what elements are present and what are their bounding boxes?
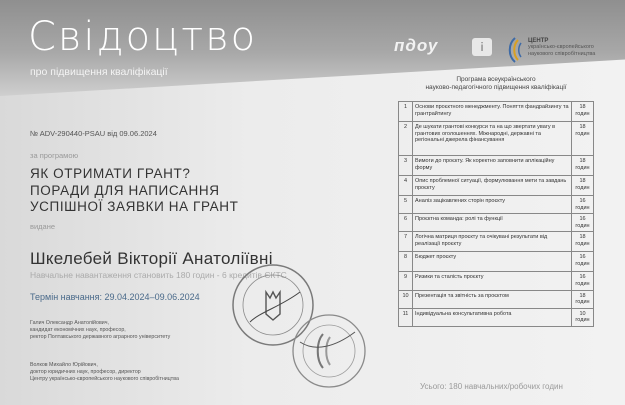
signer-position: Центру українсько-європейського наукового співробітництва (30, 376, 179, 382)
table-row (399, 156, 594, 176)
program-title (30, 166, 390, 216)
certificate-number: № ADV-290440-PSAU від 09.06.2024 (30, 129, 157, 138)
row-number: 4 (399, 176, 413, 196)
row-number: 6 (399, 214, 413, 232)
row-topic: Аналіз зацікавлених сторін проєкту (413, 196, 572, 214)
row-topic: Проєктна команда: ролі та функції (413, 214, 572, 232)
workload-text: Навчальне навантаження становить 180 годин - 6 кредитів ЄКТС (30, 270, 287, 280)
row-hours: 16 годин (572, 252, 594, 272)
row-hours: 18 годин (572, 232, 594, 252)
program-table (398, 101, 594, 327)
table-row (399, 232, 594, 252)
row-hours: 16 годин (572, 214, 594, 232)
program-title-line: ЯК ОТРИМАТИ ГРАНТ? (30, 166, 191, 181)
row-hours: 18 годин (572, 290, 594, 308)
center-emblem-icon (502, 36, 528, 64)
center-seal-icon (290, 312, 368, 390)
row-topic: Вимоги до проєкту. Як коректно заповнити аплікаційну форму (413, 156, 572, 176)
row-topic: Презентація та звітність за проєктом (413, 290, 572, 308)
program-heading-line: Програма всеукраїнського (456, 76, 536, 83)
row-topic: Ризики та сталість проєкту (413, 272, 572, 290)
certificate-subtitle: про підвищення кваліфікації (30, 66, 168, 78)
center-logo-text (528, 38, 618, 57)
signer-title: кандидат економічних наук, професор, (30, 327, 126, 333)
issued-label: видане (30, 222, 56, 231)
study-term: Термін навчання: 29.04.2024–09.06.2024 (30, 292, 200, 302)
row-topic: Де шукати грантові конкурси та на що звертати увагу в грантових оголошеннях. Міжнародні, державні та регіональні джерела фінансування (413, 122, 572, 156)
row-topic: Індивідуальна консультативна робота (413, 308, 572, 326)
program-heading-line: науково-педагогічного підвищення кваліфікації (425, 84, 567, 91)
signer-rector (30, 320, 230, 341)
signer-director (30, 362, 230, 383)
certificate-title: Свідоцтво (28, 14, 258, 60)
row-number: 5 (399, 196, 413, 214)
pdau-logo: пдоу (394, 36, 439, 55)
table-row (399, 196, 594, 214)
signer-title: доктор юридичних наук, професор, директор (30, 369, 141, 375)
row-number: 11 (399, 308, 413, 326)
row-hours: 10 годин (572, 308, 594, 326)
row-topic: Логічна матриця проєкту та очікувані результати від реалізації проєкту (413, 232, 572, 252)
center-label: ЦЕНТР (528, 38, 549, 44)
program-title-line: УСПІШНОЇ ЗАЯВКИ НА ГРАНТ (30, 199, 239, 214)
row-topic: Опис проблемної ситуації, формулювання мети та завдань проєкту (413, 176, 572, 196)
row-hours: 16 годин (572, 272, 594, 290)
row-number: 2 (399, 122, 413, 156)
table-row (399, 214, 594, 232)
table-row (399, 308, 594, 326)
table-row (399, 290, 594, 308)
table-row (399, 176, 594, 196)
row-number: 9 (399, 272, 413, 290)
total-hours: Усього: 180 навчальних/робочих годин (420, 382, 563, 391)
row-number: 7 (399, 232, 413, 252)
signer-name: Галич Олександр Анатолійович, (30, 320, 109, 326)
program-heading (398, 76, 594, 92)
row-hours: 18 годин (572, 156, 594, 176)
center-lines: українсько-європейського наукового співробітництва (528, 44, 596, 57)
info-logo-icon: i (472, 38, 492, 56)
program-label: за програмою (30, 151, 79, 160)
recipient-name: Шкелебей Вікторії Анатоліївні (30, 249, 273, 268)
row-number: 10 (399, 290, 413, 308)
row-topic: Бюджет проєкту (413, 252, 572, 272)
row-hours: 18 годин (572, 102, 594, 122)
row-hours: 18 годин (572, 176, 594, 196)
program-title-line: ПОРАДИ ДЛЯ НАПИСАННЯ (30, 182, 220, 198)
signer-position: ректор Полтавського державного аграрного університету (30, 334, 171, 340)
row-topic: Основи проєктного менеджменту. Поняття фандрайзингу та грантрайтингу (413, 102, 572, 122)
signer-name: Волков Михайло Юрійович, (30, 362, 98, 368)
table-row (399, 122, 594, 156)
row-number: 3 (399, 156, 413, 176)
table-row (399, 102, 594, 122)
row-hours: 18 годин (572, 122, 594, 156)
row-number: 1 (399, 102, 413, 122)
row-number: 8 (399, 252, 413, 272)
table-row (399, 272, 594, 290)
row-hours: 16 годин (572, 196, 594, 214)
table-row (399, 252, 594, 272)
